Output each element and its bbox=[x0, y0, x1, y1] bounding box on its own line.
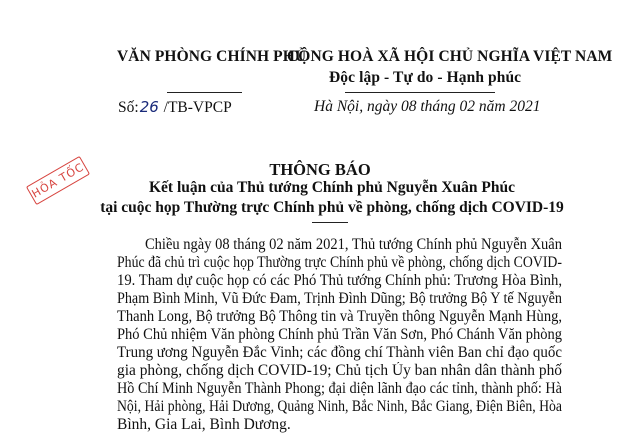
document-number-suffix: /TB-VPCP bbox=[159, 99, 232, 116]
issuing-office: VĂN PHÒNG CHÍNH PHỦ bbox=[117, 48, 307, 65]
urgent-stamp-text: HỎA TỐC bbox=[29, 160, 87, 201]
body-line: Phạm Bình Minh, Vũ Đức Đam, Trịnh Đình Dũng; Bộ trưởng Bộ Y tế Nguyễn bbox=[117, 290, 562, 307]
body-line: Bình, Gia Lai, Bình Dương. bbox=[117, 416, 291, 433]
title-underline bbox=[312, 222, 348, 223]
body-line: Phúc đã chủ trì cuộc họp Thường trực Chính phủ về phòng, chống dịch COVID- bbox=[117, 254, 562, 271]
document-title: THÔNG BÁO bbox=[269, 160, 371, 179]
body-line: Nội, Hải phòng, Hải Dương, Quảng Ninh, Bắc Ninh, Bắc Giang, Điện Biên, Hòa bbox=[117, 398, 562, 415]
document-number-handwritten: 26 bbox=[139, 98, 159, 116]
document-subtitle-line-1: Kết luận của Thủ tướng Chính phủ Nguyễn Xuân Phúc bbox=[148, 179, 516, 196]
body-line: 19. Tham dự cuộc họp có các Phó Thủ tướng Chính phủ: Trương Hòa Bình, bbox=[117, 272, 562, 289]
body-line: Chiều ngày 08 tháng 02 năm 2021, Thủ tướng Chính phủ Nguyễn Xuân bbox=[145, 236, 562, 253]
document-number-prefix: Số: bbox=[118, 99, 139, 116]
body-line: Thanh Long, Bộ trưởng Bộ Thông tin và Truyền thông Nguyễn Mạnh Hùng, bbox=[117, 308, 562, 325]
body-line: gia phòng, chống dịch COVID-19; Chủ tịch Ủy ban nhân dân thành phố bbox=[117, 362, 562, 379]
office-underline bbox=[167, 92, 242, 93]
body-line: Trung ương Nguyễn Đắc Vinh; các đồng chí Thành viên Ban chỉ đạo quốc bbox=[117, 344, 562, 361]
document-number bbox=[118, 98, 232, 117]
motto-underline bbox=[345, 92, 495, 93]
document-subtitle-line-2: tại cuộc họp Thường trực Chính phủ về phòng, chống dịch COVID-19 bbox=[100, 199, 564, 216]
national-motto: Độc lập - Tự do - Hạnh phúc bbox=[329, 69, 522, 86]
national-title: CỘNG HOÀ XÃ HỘI CHỦ NGHĨA VIỆT NAM bbox=[287, 48, 613, 65]
body-line: Hồ Chí Minh Nguyễn Thành Phong; đại diện lãnh đạo các tỉnh, thành phố: Hà bbox=[117, 380, 562, 397]
dateline: Hà Nội, ngày 08 tháng 02 năm 2021 bbox=[314, 98, 541, 115]
body-line: Phó Chủ nhiệm Văn phòng Chính phủ Trần Văn Sơn, Phó Chánh Văn phòng bbox=[117, 326, 562, 343]
